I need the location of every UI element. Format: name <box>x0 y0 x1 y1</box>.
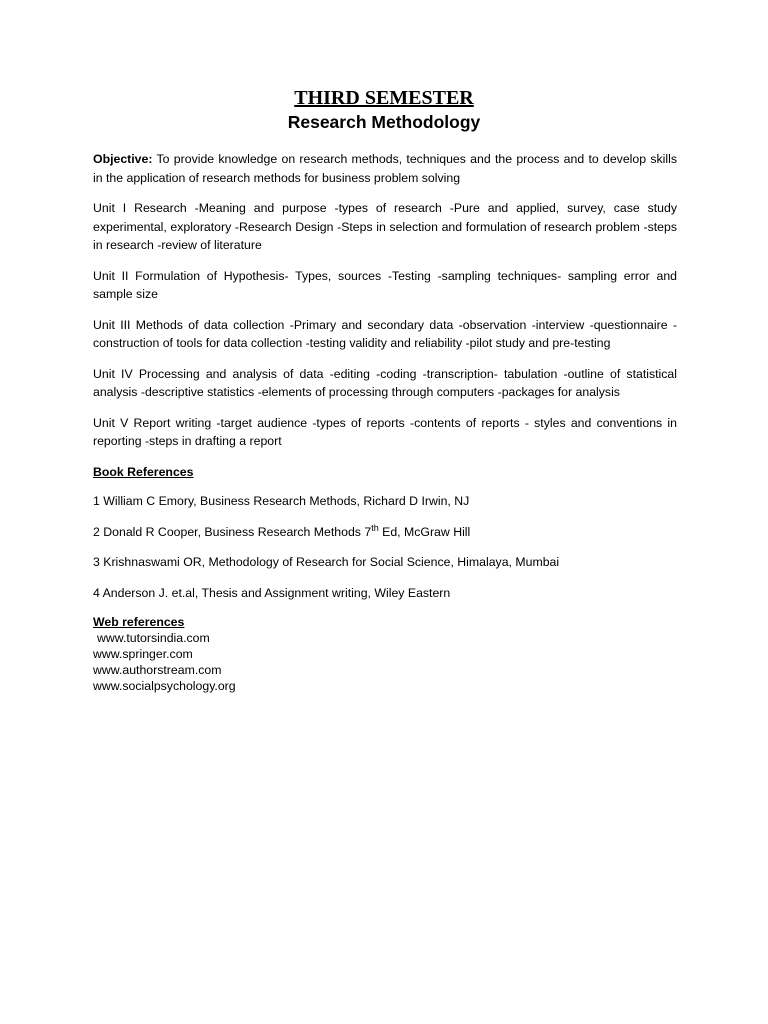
book-reference-2 <box>93 523 677 542</box>
book-reference-text: 3 Krishnaswami OR, Methodology of Research for Social Science, Himalaya, Mumbai <box>93 555 560 569</box>
course-title: Research Methodology <box>287 112 481 132</box>
book-reference-4 <box>93 584 677 603</box>
unit-5-paragraph: Unit V Report writing -target audience -types of reports -contents of reports - styles and conventions in reporting -steps in drafting a report <box>93 415 677 448</box>
page-title: THIRD SEMESTER <box>294 87 474 109</box>
objective-text: To provide knowledge on research methods, techniques and the process and to develop skills in the application of research methods for business problem solving <box>93 152 677 185</box>
objective-paragraph <box>93 150 677 187</box>
book-reference-text: 1 William C Emory, Business Research Methods, Richard D Irwin, NJ <box>93 494 470 508</box>
unit-4-paragraph: Unit IV Processing and analysis of data -editing -coding -transcription- tabulation -outline of statistical analysis -descriptive statistics -elements of processing through computers -packages for analysis <box>93 366 677 399</box>
web-references-heading: Web references <box>93 615 185 629</box>
book-reference-1 <box>93 492 677 511</box>
web-reference-3: www.authorstream.com <box>93 663 222 677</box>
book-reference-text-tail: Ed, McGraw Hill <box>378 524 471 539</box>
book-reference-text: 2 Donald R Cooper, Business Research Methods 7 <box>93 524 372 539</box>
book-reference-text: 4 Anderson J. et.al, Thesis and Assignment writing, Wiley Eastern <box>93 585 451 600</box>
web-reference-1: www.tutorsindia.com <box>97 631 210 645</box>
unit-2-paragraph: Unit II Formulation of Hypothesis- Types, sources -Testing -sampling techniques- sampling error and sample size <box>93 268 677 301</box>
unit-1-paragraph: Unit I Research -Meaning and purpose -types of research -Pure and applied, survey, case study experimental, exploratory -Research Design -Steps in selection and formulation of research problem -steps in research -review of literature <box>93 201 677 252</box>
edition-superscript: th <box>371 522 379 533</box>
book-reference-3 <box>93 553 677 572</box>
unit-3-paragraph: Unit III Methods of data collection -Primary and secondary data -observation -interview -questionnaire -construction of tools for data collection -testing validity and reliability -pilot study and pre-testing <box>93 317 677 350</box>
web-reference-4: www.socialpsychology.org <box>93 679 236 693</box>
objective-label: Objective: <box>93 152 153 166</box>
book-references-heading: Book References <box>93 464 194 479</box>
web-reference-2: www.springer.com <box>93 647 193 661</box>
document-body <box>93 150 677 694</box>
